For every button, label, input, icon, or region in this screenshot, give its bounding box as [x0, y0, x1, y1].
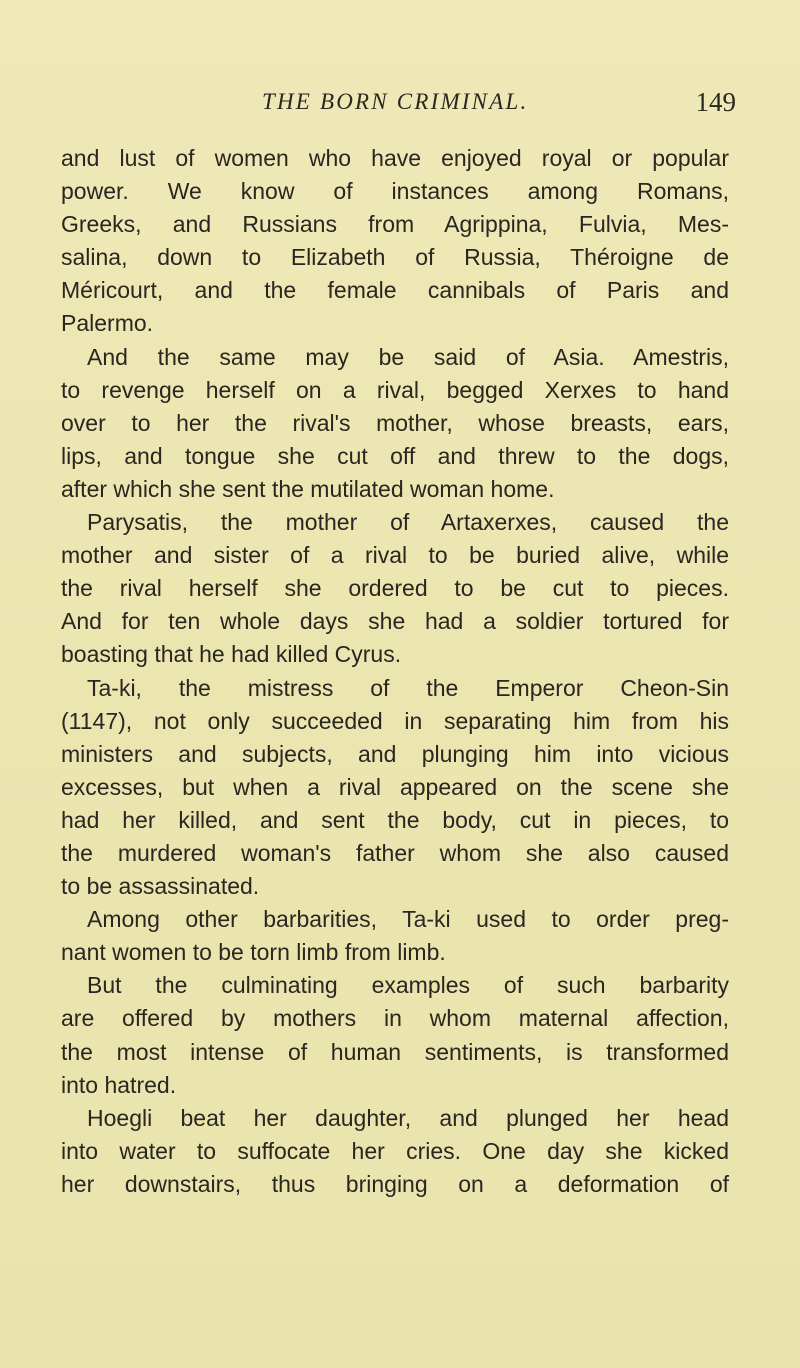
- text-line: And the same may be said of Asia. Amestris,: [87, 343, 729, 370]
- running-head: [56, 84, 736, 120]
- text-line: salina, down to Elizabeth of Russia, Théroigne de: [61, 244, 729, 271]
- text-line: over to her the rival's mother, whose breasts, ears,: [61, 409, 729, 436]
- text-line: after which she sent the mutilated woman home.: [61, 475, 555, 502]
- text-line: Méricourt, and the female cannibals of Paris and: [61, 277, 729, 304]
- text-line: ministers and subjects, and plunging him into vicious: [61, 740, 729, 767]
- text-line: had her killed, and sent the body, cut in pieces, to: [61, 806, 729, 833]
- text-line: into water to suffocate her cries. One day she kicked: [61, 1137, 729, 1164]
- text-line: (1147), not only succeeded in separating him from his: [61, 707, 729, 734]
- text-line: the rival herself she ordered to be cut to pieces.: [61, 575, 729, 602]
- text-line: Among other barbarities, Ta-ki used to order preg-: [87, 906, 729, 933]
- text-line: But the culminating examples of such barbarity: [87, 972, 729, 999]
- running-title: THE BORN CRIMINAL.: [262, 89, 529, 114]
- text-line: to be assassinated.: [61, 873, 260, 900]
- text-line: And for ten whole days she had a soldier tortured for: [61, 608, 729, 635]
- paragraph: [61, 903, 729, 969]
- text-line: nant women to be torn limb from limb.: [61, 939, 446, 966]
- text-line: are offered by mothers in whom maternal affection,: [61, 1005, 729, 1032]
- text-line: into hatred.: [61, 1071, 177, 1098]
- paragraph: [61, 1102, 729, 1201]
- paragraph: [61, 341, 729, 506]
- text-line: the murdered woman's father whom she also caused: [61, 839, 729, 866]
- text-line: and lust of women who have enjoyed royal or popular: [61, 145, 729, 171]
- text-line: boasting that he had killed Cyrus.: [61, 641, 402, 668]
- body-text: [61, 142, 729, 1201]
- text-line: Palermo.: [61, 310, 154, 337]
- text-line: Hoegli beat her daughter, and plunged her head: [87, 1104, 729, 1131]
- text-line: lips, and tongue she cut off and threw to the dogs,: [61, 442, 729, 469]
- text-line: mother and sister of a rival to be buried alive, while: [61, 542, 729, 569]
- paragraph: [61, 672, 729, 904]
- page-number: 149: [695, 87, 736, 117]
- text-line: excesses, but when a rival appeared on the scene she: [61, 773, 729, 800]
- paragraph: [61, 142, 729, 341]
- text-line: Greeks, and Russians from Agrippina, Fulvia, Mes-: [61, 211, 729, 238]
- text-line: the most intense of human sentiments, is transformed: [61, 1038, 729, 1065]
- text-line: Ta-ki, the mistress of the Emperor Cheon-Sin: [87, 674, 729, 701]
- paragraph: [61, 506, 729, 671]
- paragraph: [61, 969, 729, 1101]
- text-line: to revenge herself on a rival, begged Xerxes to hand: [61, 376, 729, 403]
- text-line: Parysatis, the mother of Artaxerxes, caused the: [87, 509, 729, 536]
- text-line: power. We know of instances among Romans,: [61, 178, 729, 205]
- text-line: her downstairs, thus bringing on a deformation of: [61, 1170, 729, 1197]
